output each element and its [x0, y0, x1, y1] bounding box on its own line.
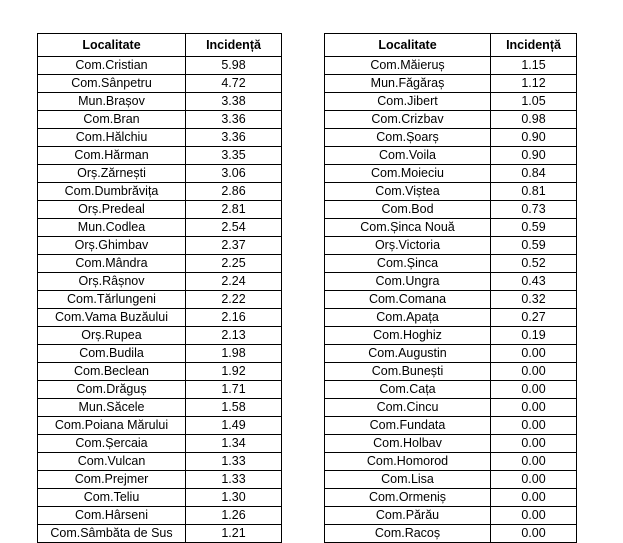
incidence-cell: 1.12 [491, 75, 577, 93]
locality-cell: Com.Ormeniș [325, 489, 491, 507]
table-row [38, 201, 282, 219]
locality-cell: Com.Ungra [325, 273, 491, 291]
table-row [325, 111, 577, 129]
incidence-cell: 0.19 [491, 327, 577, 345]
locality-cell: Com.Poiana Mărului [38, 417, 186, 435]
locality-cell: Com.Dumbrăvița [38, 183, 186, 201]
locality-cell: Com.Hoghiz [325, 327, 491, 345]
incidence-cell: 1.92 [186, 363, 282, 381]
locality-cell: Mun.Codlea [38, 219, 186, 237]
locality-cell: Orș.Rupea [38, 327, 186, 345]
locality-cell: Orș.Victoria [325, 237, 491, 255]
locality-cell: Com.Hălchiu [38, 129, 186, 147]
locality-cell: Com.Homorod [325, 453, 491, 471]
table-row [38, 327, 282, 345]
locality-cell: Com.Hărman [38, 147, 186, 165]
incidence-cell: 1.33 [186, 471, 282, 489]
table-row [38, 399, 282, 417]
incidence-cell: 1.05 [491, 93, 577, 111]
locality-cell: Com.Augustin [325, 345, 491, 363]
table-row [38, 93, 282, 111]
table-row [325, 57, 577, 75]
table-row [325, 93, 577, 111]
table-row [325, 471, 577, 489]
incidence-cell: 0.73 [491, 201, 577, 219]
locality-cell: Com.Cincu [325, 399, 491, 417]
table-row [325, 381, 577, 399]
table-header-row [325, 34, 577, 57]
table-row [38, 237, 282, 255]
incidence-cell: 0.00 [491, 417, 577, 435]
incidence-cell: 3.36 [186, 111, 282, 129]
locality-cell: Orș.Râșnov [38, 273, 186, 291]
locality-cell: Com.Vulcan [38, 453, 186, 471]
locality-cell: Com.Tărlungeni [38, 291, 186, 309]
incidence-cell: 2.54 [186, 219, 282, 237]
locality-cell: Com.Crizbav [325, 111, 491, 129]
table-row [38, 363, 282, 381]
incidence-cell: 5.98 [186, 57, 282, 75]
locality-cell: Com.Șinca [325, 255, 491, 273]
incidence-cell: 1.98 [186, 345, 282, 363]
incidence-cell: 0.81 [491, 183, 577, 201]
incidence-cell: 3.36 [186, 129, 282, 147]
incidence-cell: 1.49 [186, 417, 282, 435]
incidence-cell: 3.35 [186, 147, 282, 165]
table-row [325, 165, 577, 183]
locality-cell: Com.Teliu [38, 489, 186, 507]
locality-cell: Com.Voila [325, 147, 491, 165]
locality-cell: Com.Sâmbăta de Sus [38, 525, 186, 543]
incidence-cell: 0.00 [491, 453, 577, 471]
table-row [325, 453, 577, 471]
table-row [38, 345, 282, 363]
locality-cell: Com.Moieciu [325, 165, 491, 183]
incidence-cell: 0.90 [491, 129, 577, 147]
incidence-cell: 0.52 [491, 255, 577, 273]
table-row [38, 57, 282, 75]
header-localitate: Localitate [325, 34, 491, 57]
locality-cell: Com.Racoș [325, 525, 491, 543]
incidence-cell: 0.00 [491, 345, 577, 363]
locality-cell: Com.Holbav [325, 435, 491, 453]
table-row [325, 273, 577, 291]
locality-cell: Com.Hârseni [38, 507, 186, 525]
locality-cell: Com.Fundata [325, 417, 491, 435]
incidence-cell: 0.00 [491, 507, 577, 525]
locality-cell: Mun.Brașov [38, 93, 186, 111]
incidence-cell: 0.00 [491, 399, 577, 417]
table-row [38, 381, 282, 399]
locality-cell: Com.Șinca Nouă [325, 219, 491, 237]
table-row [325, 129, 577, 147]
table-row [38, 507, 282, 525]
incidence-cell: 0.59 [491, 219, 577, 237]
locality-cell: Com.Comana [325, 291, 491, 309]
header-incidenta: Incidență [491, 34, 577, 57]
incidence-cell: 0.00 [491, 381, 577, 399]
table-row [325, 417, 577, 435]
incidence-cell: 0.27 [491, 309, 577, 327]
table-row [325, 345, 577, 363]
table-body-left [38, 57, 282, 543]
locality-cell: Orș.Ghimbav [38, 237, 186, 255]
table-row [325, 201, 577, 219]
table-row [325, 183, 577, 201]
incidence-cell: 0.59 [491, 237, 577, 255]
table-row [38, 291, 282, 309]
incidence-cell: 0.00 [491, 435, 577, 453]
locality-cell: Com.Bunești [325, 363, 491, 381]
table-row [38, 111, 282, 129]
incidence-cell: 0.00 [491, 363, 577, 381]
locality-cell: Com.Mândra [38, 255, 186, 273]
incidence-table-left [37, 33, 282, 543]
locality-cell: Mun.Săcele [38, 399, 186, 417]
locality-cell: Com.Șoarș [325, 129, 491, 147]
locality-cell: Com.Șercaia [38, 435, 186, 453]
table-row [325, 327, 577, 345]
table-row [325, 399, 577, 417]
incidence-cell: 0.43 [491, 273, 577, 291]
table-row [38, 435, 282, 453]
incidence-cell: 2.81 [186, 201, 282, 219]
table-row [38, 471, 282, 489]
table-row [325, 291, 577, 309]
incidence-cell: 2.16 [186, 309, 282, 327]
locality-cell: Com.Budila [38, 345, 186, 363]
table-row [38, 453, 282, 471]
locality-cell: Com.Jibert [325, 93, 491, 111]
table-row [325, 75, 577, 93]
incidence-cell: 1.34 [186, 435, 282, 453]
header-incidenta: Incidență [186, 34, 282, 57]
incidence-cell: 0.90 [491, 147, 577, 165]
table-row [325, 147, 577, 165]
incidence-cell: 3.06 [186, 165, 282, 183]
incidence-cell: 0.00 [491, 471, 577, 489]
table-row [325, 237, 577, 255]
locality-cell: Com.Părău [325, 507, 491, 525]
incidence-cell: 2.24 [186, 273, 282, 291]
table-row [38, 165, 282, 183]
incidence-cell: 0.32 [491, 291, 577, 309]
incidence-table-right [324, 33, 577, 543]
table-row [325, 363, 577, 381]
incidence-cell: 2.13 [186, 327, 282, 345]
locality-cell: Com.Bod [325, 201, 491, 219]
incidence-cell: 1.33 [186, 453, 282, 471]
incidence-cell: 1.15 [491, 57, 577, 75]
locality-cell: Com.Cristian [38, 57, 186, 75]
incidence-cell: 1.21 [186, 525, 282, 543]
incidence-cell: 1.30 [186, 489, 282, 507]
locality-cell: Com.Sânpetru [38, 75, 186, 93]
locality-cell: Com.Bran [38, 111, 186, 129]
locality-cell: Com.Beclean [38, 363, 186, 381]
table-row [325, 507, 577, 525]
locality-cell: Com.Drăguș [38, 381, 186, 399]
locality-cell: Com.Viștea [325, 183, 491, 201]
locality-cell: Com.Cața [325, 381, 491, 399]
table-row [38, 129, 282, 147]
locality-cell: Orș.Predeal [38, 201, 186, 219]
locality-cell: Orș.Zărnești [38, 165, 186, 183]
incidence-cell: 2.25 [186, 255, 282, 273]
header-localitate: Localitate [38, 34, 186, 57]
incidence-cell: 1.71 [186, 381, 282, 399]
table-row [325, 309, 577, 327]
incidence-cell: 2.37 [186, 237, 282, 255]
incidence-cell: 2.86 [186, 183, 282, 201]
table-row [325, 489, 577, 507]
table-row [38, 183, 282, 201]
table-row [38, 147, 282, 165]
incidence-cell: 2.22 [186, 291, 282, 309]
table-row [38, 489, 282, 507]
table-header-row [38, 34, 282, 57]
incidence-cell: 1.58 [186, 399, 282, 417]
table-row [38, 309, 282, 327]
table-row [325, 219, 577, 237]
incidence-cell: 0.84 [491, 165, 577, 183]
table-row [38, 417, 282, 435]
locality-cell: Com.Apața [325, 309, 491, 327]
locality-cell: Com.Prejmer [38, 471, 186, 489]
incidence-cell: 0.00 [491, 525, 577, 543]
locality-cell: Com.Măieruș [325, 57, 491, 75]
incidence-cell: 4.72 [186, 75, 282, 93]
table-row [325, 435, 577, 453]
incidence-cell: 3.38 [186, 93, 282, 111]
table-row [38, 75, 282, 93]
table-row [38, 219, 282, 237]
incidence-cell: 1.26 [186, 507, 282, 525]
table-row [325, 255, 577, 273]
incidence-cell: 0.98 [491, 111, 577, 129]
locality-cell: Com.Lisa [325, 471, 491, 489]
table-row [38, 273, 282, 291]
locality-cell: Com.Vama Buzăului [38, 309, 186, 327]
table-row [38, 255, 282, 273]
incidence-cell: 0.00 [491, 489, 577, 507]
table-body-right [325, 57, 577, 543]
locality-cell: Mun.Făgăraș [325, 75, 491, 93]
